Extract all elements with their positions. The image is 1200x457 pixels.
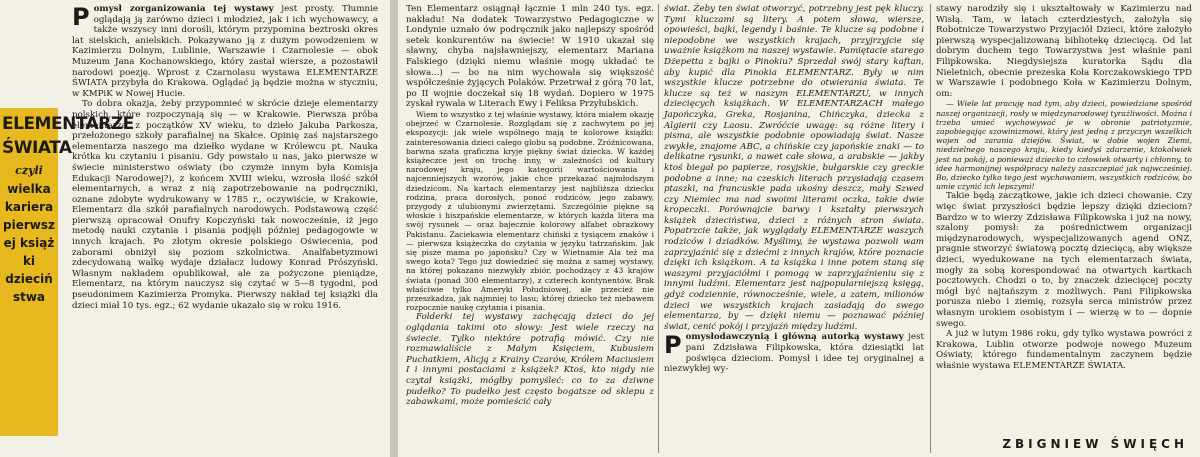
lead-bold-text: omysłodawczynią i główną autorką wystawy (685, 332, 904, 343)
paragraph: Ten Elementarz osiągnął łącznie 1 mln 240 tys. egz. nakładu! Na dodatek Towarzystwo Pedagogiczne w Londynie uznało ów podręcznik jako najlepszy spośród setek konkurentów na świecie! W 1910 ukazał się sławny, chyba najsławniejszy, elementarz Mariana Falskiego (dzięki niemu właśnie mogę układać te słowa...) — bo na nim wychowała się większość współcześnie żyjących Polaków. Przetrwał z górą 70 lat, po II wojnie doczekał się 18 wydań. Dopiero w 1975 zyskał rywala w Literach Ewy i Feliksa Przyłubskich. (406, 4, 654, 110)
history-paragraph: To dobra okazja, żeby przypomnieć w skrócie dzieje elementarzy polskich, które rozpoczynają się — w Krakowie. Pierwsza próba elementarza, z początków XV wieku, to dzieło Jakuba Parkosza, przełożonego szkoły parafialnej na Skałce. Opinię zaś najstarszego elementarza naszego ma dziełko wydane w Królewcu pt. Nauka krótka ku czytaniu i pisaniu. Gdy powstało u nas, jako pierwsze w świecie ministerstwo oświaty (bo czymże innym była Komisja Edukacji Narodowej?), z końcem XVIII wieku, wzrosła ilość szkół elementarnych, a wraz z nią zapotrzebowanie na podręczniki, oznane zdobyte wydrukowany w 1785 r., oczywiście, w Krakowie, Elementarz dla szkół parafialnych narodowych. Podstawową część pierwszą opracował Onufry Kopczyński tak nowocześnie, iż jego metodę nauki czytania i pisania podjęli później pedagogowie w innych krajach. Po złotym okresie polskiego Oświecenia, pod zaborami obniżył się poziom szkolnictwa. Analfabetyzmowi zdecydowaną walkę wydaje działacz ludowy Konrad Prószyński. Własnym nakładem opublikował, ale za pożyczone pieniądze, Elementarz, na którym nauczysz się czytać w 5—8 tygodni, pod pseudonimem Kazimierza Promyka. Pierwszy nakład tej książki dla dzieci miał 10 tys. egz.; 62 wydanie ukazało się w roku 1916. (72, 99, 378, 311)
left-newspaper-page (0, 0, 390, 457)
paragraph: Takie będą zaczątkowe, jakie ich dzieci chowanie. Czy więc świat przyszłości będzie lepszy dzięki dzieciom? Bardzo w to wierzy Zdzisława Filipkowska i już na nowy, szalony pomysł: za pośrednictwem organizacji międzynarodowych, wyspecjalizowanych agend ONZ, pragnie stworzyć światową pocztę dziecięcą, aby większe dzieci, wyedukowane na tych elementarzach świata, mogły za sobą korespondować na otwartych kartkach pocztowych. Chodzi o to, by znaczek dziecięcej poczty mógł być najtańszym z możliwych. Pani Filipkowska porusza niebo i ziemię, rozsyła serca ministrów przez własnym urokiem osobistym i — wierzę w to — dopnie swego. (936, 191, 1192, 329)
article-column-4 (936, 4, 1192, 433)
paragraph-text: jest pani Zdzisława Filipkowska, która dziesiątki lat poświęca dzieciom. Pomysł i idee tej oryginalnej a niezwykłej wy- (664, 332, 925, 375)
title-line-7: dzieciństwa (5, 272, 53, 304)
paragraph: stawy narodziły się i ukształtowały w Kazimierzu nad Wisłą. Tam, w latach czterdziestych, założyła się Robotnicze Towarzystwo Przyjaciół Dzieci, które założyło pierwszą wyspecjalizowaną bibliotekę dziecięcą. Od lat dobrym duchem tego Towarzystwa jest właśnie pani Filipkowska. Niegdysiejsza kuratorka Sądu dla Nieletnich, obecnie prezeska Koła Korczakowskiego TPD w Warszawie i podobnego Koła w Kazimierzu Dolnym, om: (936, 4, 1192, 99)
column-divider (658, 4, 659, 453)
title-line-1: ELEMENTARZE (2, 114, 134, 134)
column-divider (930, 4, 931, 453)
interview-quote: — Wiele lat pracuję nad tym, aby dzieci, powiedziane spośród naszej organizacji, rosły w międzynarodowej tyrażliwości. Można i trzeba umieć wychowywać je w obronie patriotyzmie, zapobiegając szowinizmowi, który jest jedną z przyczyn wszelkich wojen od zarania dziejów. Świat, w dobie wojen Ziemi, niedzielnego naszego kraju, kiedy kiedyś zdarzenie, ktokolwiek jest na pokój, a ponieważ dziecko to człowiek otwarty i chłonny, to idee harmonijnej współpracy należy zaszczepiać jak najwcześniej. Bo, dziecko tylko tego jest wychowaniem, wszystkich rodziców, bo umie czynić ich lepszymi! (936, 99, 1192, 192)
lead-paragraph (72, 4, 378, 99)
title-line-4: wielka (7, 182, 51, 196)
paragraph: A już w lutym 1986 roku, gdy tylko wystawa powróci z Krakowa, Lublin otworze podwoje nowego Muzeum Oświaty, którego fundamentalnym zaczynem będzie właśnie wystawa ELEMENTARZE ŚWIATA. (936, 329, 1192, 371)
title-line-6: pierwszej książki (3, 218, 55, 268)
title-line-3: czyli (15, 164, 43, 177)
lead-text: jest prosty. Tłumnie oglądają ją zarówno dzieci i młodzież, jak i ich wychowawcy, a także wszyscy inni dorośli, którym przypomina beztroski okres lat sielskich, anielskich. Pokazywano ją z dużym powodzeniem w Kazimierzu Dolnym, Lublinie, Warszawie i Czarnolesie — obok Muzeum Jana Kochanowskiego, który zastał wiersze, a pozostawił narodowi poezję. Wprost z Czarnolasu wystawa ELEMENTARZE ŚWIATA przybyła do Krakowa. Oglądać ją będzie można w styczniu, w KMPiK w Nowej Hucie. (72, 4, 378, 99)
article-title-block (0, 108, 134, 436)
lead-bold-text: omysł zorganizowania tej wystawy (93, 4, 274, 14)
small-print-paragraph: Wiem to wszystko z tej właśnie wystawy, która miałem okazję obejrzeć w Czarnolesie. Rozglądam się z zachwytem po jej ekspozycji: jak wiele wspólnego mają te kolorowe książki: zainteresowania dzieci całego globu są podobne. Zróżnicowana, barwna szata graficzna kryje piękny świat dziecka. W każdej książeczce jest on trochę inny, w zależności od kultury narodowej kraju, jego kategorii wartościowania i najcenniejszych wzorów, jakie chce przekazać najmłodszym dziedzicom. Na kartach elementarzy jest najbliższa dziecku rodzina, praca dorosłych, ponoć rodziców, jego zabawy, przygody z ulubionymi zwierzętami. Szczególnie piękne są włoskie i hiszpańskie elementarze, w których każda litera ma swój rysunek — oraz bajecznie kolorowy alfabet obrazkowy Pakistanu. Zaciekawia elementarz chiński z tysiącem znaków i — pierwsza książeczka do czytania w języku tatrzańskim. Jak się pisze mama po japońsku? Czy w Wietnamie Ala też ma swego kota? Tego już dowiedzieć się można z samej wystawy, na której pokazano niezwykły zbiór, pochodzący z 43 krajów świata (ponad 300 elementarzy), z czterech kontynentów. Brak właściwie tylko Ameryki Południowej, ale przecież nie przeszkadza, jak najmniej to lasu; której dziecko też niebawem rozpocznie naukę czytania i pisania. (406, 109, 654, 313)
drop-cap: P (664, 331, 682, 360)
article-column-3 (664, 4, 924, 453)
author-signature: ZBIGNIEW ŚWIĘCH (1002, 437, 1188, 451)
folder-quote-paragraph: Folderki tej wystawy zachęcają dzieci do jej oglądania takimi oto słowy: Jest wiele rzeczy na świecie. Tylko niektóre potrafią mówić. Czy nie rozmawialiście z Małym Księciem, Kubusiem Puchatkiem, Alicją z Krainy Czarów, Królem Maciusiem I i innymi postaciami z książek? Ktoś, kto nigdy nie czytał książki, mógłby pomyśleć: co to za dziwne pudełko? To pudełko jest często bogatsze od sklepu z zabawkami, może pomieścić cały (406, 312, 654, 408)
author-paragraph (664, 332, 924, 374)
right-newspaper-page (398, 0, 1200, 457)
drop-cap: P (72, 3, 90, 31)
title-line-5: kariera (4, 200, 54, 214)
title-line-2: ŚWIATA (2, 138, 72, 158)
article-column-2 (406, 4, 654, 453)
article-column-1 (72, 4, 378, 453)
folder-quote-continued: świat. Żeby ten świat otworzyć, potrzebny jest pęk kluczy. Tymi kluczami są litery. A potem słowa, wiersze, opowieści, bajki, legendy i baśnie. Te klucze są podobne i niepodobne we wszystkich krajach, przyjrzyjcie się uważnie książkom na naszej wystawie. Pamiętacie starego Dżepetta z bajki o Pinokiu? Sprzedał swój stary kaftan, aby kupić dla Pinokia ELEMENTARZ. Były w nim wszystkie klucze potrzebne do otwierania świata. Te klucze są też w naszym ELEMENTARZU, w innych dziecięcych książkach. W ELEMENTARZACH małego Japończyka, Greka, Rosjanina, Chińczyka, dziecka z Algierii czy Laosu. Zwróćcie uwagę: są różne litery i pisma, ale wszystkie podobnie opowiadają świat. Nasze zwykłe, znajome ABC, a chińskie czy japońskie znaki — to delikatne rysunki, a nawet całe słowa, a arabskie — jakby ktoś biegał po papierze, rosyjskie, bułgarskie czy greckie podobne a inne; na czeskich literach przysiadają czasem ptaszki, na francuskie pada ukośny deszcz, mały Szwed czy Niemiec ma nad swoimi literami oczka, takie dwie kropeczki. Porównajcie barwy i kształty pierwszych książek dzieciństwa, dzieci z różnych stron świata. Popatrzcie także, jak wyglądały ELEMENTARZE waszych rodziców i dziadków. Myślimy, że wystawa pozwoli wam zaprzyjaźnić się z dziećmi z innych krajów, które poznacie dzięki ich książkom. A ta książka i inne potem staną się waszymi przyjaciółmi i pomogą w zaprzyjaźnieniu się z innymi ludźmi. Elementarz jest najpopularniejszą księgą, gdyż codziennie, równocześnie, wiele, a zatem, milionów dzieci we wszystkich krajach zasiadają do swego elementarza, by — dzięki niemu — poznawać później świat, cenić pokój i przyjaźń między ludźmi. (664, 4, 924, 332)
